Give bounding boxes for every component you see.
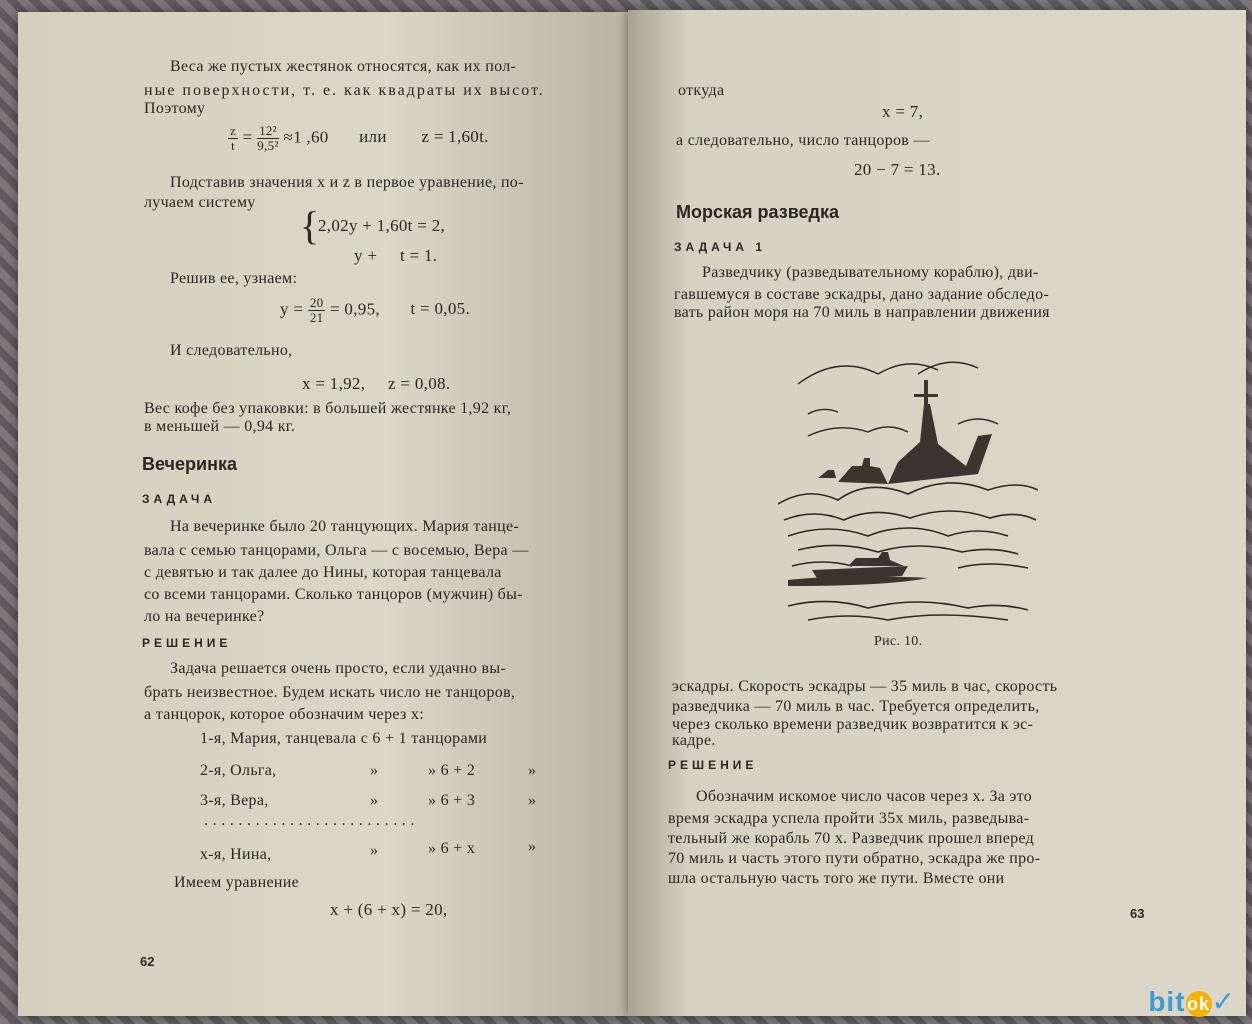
figure-caption: Рис. 10. (874, 634, 923, 649)
text-line: Решив ее, узнаем: (170, 270, 298, 287)
text-line: Задача решается очень просто, если удачно вы- (170, 660, 507, 677)
ellipsis-row: . . . . . . . . . . . . . . . . . . . . . . . . . (204, 812, 415, 829)
row-2-name: 2-я, Ольга, (200, 762, 277, 779)
row-2-value: » 6 + 2 (428, 762, 476, 779)
row-3-name: 3-я, Вера, (200, 792, 269, 809)
text-line: а следовательно, число танцоров — (676, 132, 930, 149)
ditto-mark: » (370, 762, 379, 779)
text-line: гавшемуся в составе эскадры, дано задание обследо- (674, 286, 1050, 303)
text-line: 70 миль и часть этого пути обратно, эскадра же про- (668, 850, 1041, 867)
equation-1: $\frac{z}{t}$ = $\frac{\text{12²}}{\text{9,5²}}$ ≈1 ,60 или z = 1,60t. (230, 123, 489, 153)
row-4-value: » 6 + x (428, 840, 476, 857)
text-line: шла остальную часть того же пути. Вместе они (668, 870, 1005, 887)
equation-2: y = $\frac{20}{21}$ = 0,95, t = 0,05. (280, 295, 470, 325)
text-line: тельный же корабль 70 x. Разведчик прошел вперед (668, 830, 1035, 847)
equation-x: x = 7, (882, 102, 924, 121)
text-line: Поэтому (144, 100, 206, 117)
text-line: в меньшей — 0,94 кг. (144, 418, 296, 435)
text-line: лучаем систему (144, 194, 256, 211)
row-3-value: » 6 + 3 (428, 792, 476, 809)
page-number: 63 (1130, 906, 1145, 921)
ditto-mark: » (370, 792, 379, 809)
text-line: Разведчику (разведывательному кораблю), дви- (702, 264, 1039, 281)
solution-label: РЕШЕНИЕ (668, 758, 758, 772)
text-line: откуда (678, 82, 725, 99)
text-line: вать район моря на 70 миль в направлении движения (674, 304, 1050, 321)
system-eq-1: 2,02y + 1,60t = 2, (318, 216, 446, 235)
text-line: И следовательно, (170, 342, 293, 359)
task-label: ЗАДАЧА (142, 492, 217, 506)
equation-4: x + (6 + x) = 20, (330, 900, 448, 919)
system-brace: { (300, 203, 320, 248)
text-line: Веса же пустых жестянок относятся, как их пол- (170, 58, 517, 75)
ditto-mark: » (528, 762, 537, 779)
text-line: ные поверхности, т. е. как квадраты их высот. (144, 82, 545, 99)
text-line: Подставив значения x и z в первое уравнение, по- (170, 174, 524, 191)
solution-label: РЕШЕНИЕ (142, 636, 232, 650)
row-1: 1-я, Мария, танцевала с 6 + 1 танцорами (200, 730, 488, 747)
text-line: кадре. (672, 732, 716, 749)
left-page (18, 12, 630, 1016)
system-eq-2: y + t = 1. (354, 246, 438, 265)
text-line: через сколько времени разведчик возвратится к эс- (672, 716, 1034, 733)
check-badge-icon: ok (1186, 991, 1212, 1017)
row-4-name: x-я, Нина, (200, 846, 272, 863)
section-heading: Вечеринка (142, 454, 237, 474)
watermark-logo: bitok✓ (1148, 986, 1236, 1017)
text-line: брать неизвестное. Будем искать число не танцоров, (144, 684, 516, 701)
text-line: Вес кофе без упаковки: в большей жестянке 1,92 кг, (144, 400, 512, 417)
text-line: с девятью и так далее до Нины, которая танцевала (144, 564, 502, 581)
equation-3: x = 1,92, z = 0,08. (302, 374, 451, 393)
text-line: со всеми танцорами. Сколько танцоров (мужчин) бы- (144, 586, 523, 603)
section-heading: Морская разведка (676, 202, 839, 222)
text-line: На вечеринке было 20 танцующих. Мария танце- (170, 518, 519, 535)
text-line: Обозначим искомое число часов через x. За это (696, 788, 1033, 805)
equation-result: 20 − 7 = 13. (854, 160, 941, 179)
ship-illustration (778, 344, 1038, 628)
text-line: Имеем уравнение (174, 874, 300, 891)
text-line: ло на вечеринке? (144, 608, 265, 625)
ditto-mark: » (370, 842, 379, 859)
page-number: 62 (140, 954, 155, 969)
task-label: ЗАДАЧА 1 (674, 240, 767, 254)
ditto-mark: » (528, 838, 537, 855)
text-line: разведчика — 70 миль в час. Требуется определить, (672, 698, 1040, 715)
text-line: эскадры. Скорость эскадры — 35 миль в час, скорость (672, 678, 1058, 695)
text-line: вала с семью танцорами, Ольга — с восемью, Вера — (144, 542, 529, 559)
text-line: а танцорок, которое обозначим через x: (144, 706, 424, 723)
right-page (628, 10, 1246, 1016)
text-line: время эскадра успела пройти 35x миль, разведыва- (668, 810, 1030, 827)
ditto-mark: » (528, 792, 537, 809)
